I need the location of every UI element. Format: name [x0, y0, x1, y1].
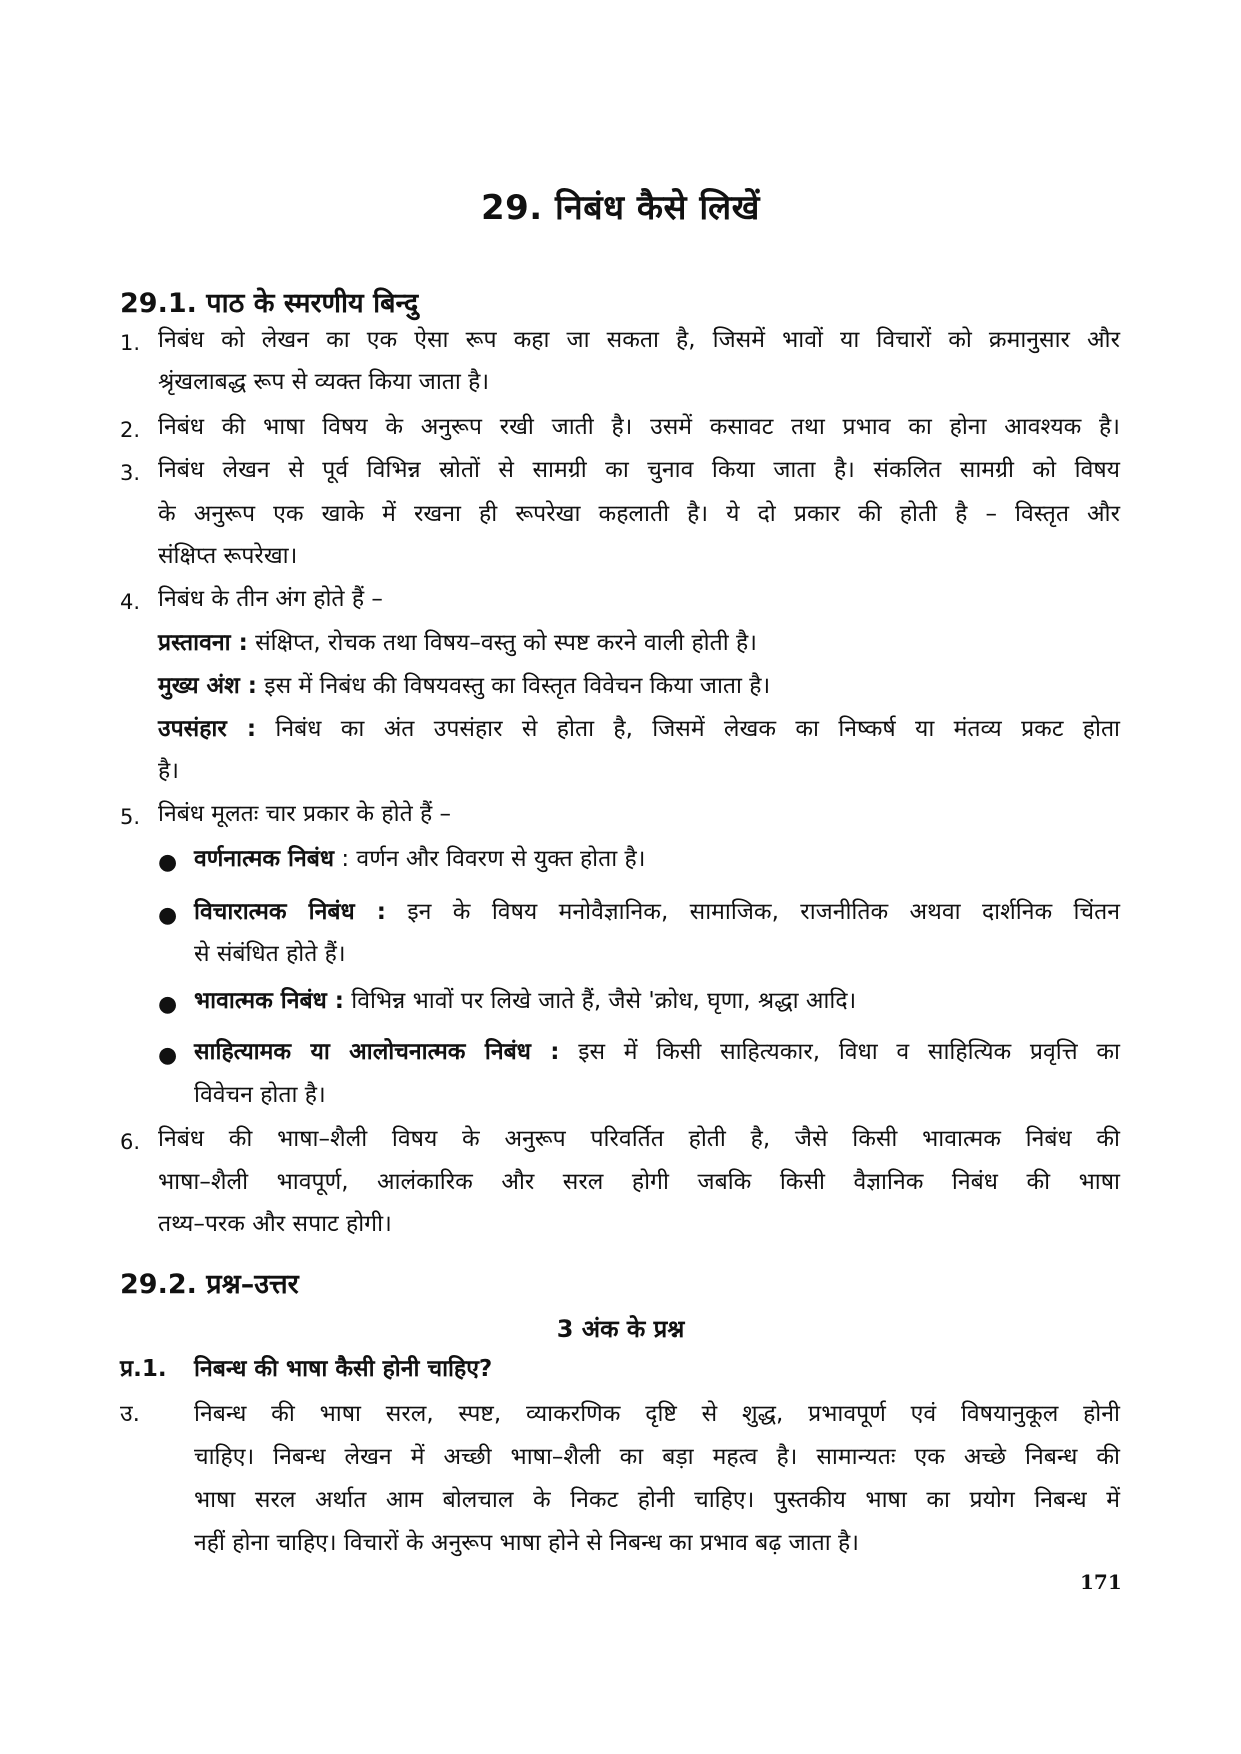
bullet-icon: ● — [158, 1043, 178, 1068]
answer-line-4: नहीं होना चाहिए। विचारों के अनुरूप भाषा होने से निबन्ध का प्रभाव बढ़ जाता है। — [194, 1530, 859, 1556]
point-3-line-1: निबंध लेखन से पूर्व विभिन्न स्रोतों से सामग्री का चुनाव किया जाता है। संकलित सामग्री को विषय — [158, 457, 1120, 483]
point-4-intro: निबंध के तीन अंग होते हैं – — [158, 586, 383, 612]
page-number: 171 — [1080, 1570, 1122, 1594]
bullet-varnanatmak: वर्णनात्मक निबंध : वर्णन और विवरण से युक्त होता है। — [194, 846, 646, 872]
point-6-line-3: तथ्य–परक और सपाट होगी। — [158, 1211, 392, 1237]
point-number-5: 5. — [120, 805, 141, 829]
bullet-sahityamak-line-2: विवेचन होता है। — [194, 1082, 326, 1108]
point-2-line-1: निबंध की भाषा विषय के अनुरूप रखी जाती है। उसमें कसावट तथा प्रभाव का होना आवश्यक है। — [158, 414, 1120, 440]
point-1-line-1: निबंध को लेखन का एक ऐसा रूप कहा जा सकता है, जिसमें भावों या विचारों को क्रमानुसार और — [158, 327, 1120, 353]
question-text: निबन्ध की भाषा कैसी होनी चाहिए? — [194, 1356, 493, 1382]
point-1-line-2: श्रृंखलाबद्ध रूप से व्यक्त किया जाता है। — [158, 369, 490, 395]
question-label: प्र.1. — [120, 1356, 167, 1382]
point-6-line-2: भाषा–शैली भावपूर्ण, आलंकारिक और सरल होगी जबकि किसी वैज्ञानिक निबंध की भाषा — [158, 1169, 1120, 1195]
point-number-4: 4. — [120, 590, 141, 614]
answer-line-3: भाषा सरल अर्थात आम बोलचाल के निकट होनी चाहिए। पुस्तकीय भाषा का प्रयोग निबन्ध में — [194, 1487, 1120, 1513]
bullet-sahityamak: साहित्यामक या आलोचनात्मक निबंध : इस में किसी साहित्यकार, विधा व साहित्यिक प्रवृत्ति का — [194, 1039, 1120, 1065]
point-number-6: 6. — [120, 1130, 141, 1154]
section-heading-29-2: 29.2. प्रश्न–उत्तर — [120, 1269, 299, 1300]
point-4-upsanhar: उपसंहार : निबंध का अंत उपसंहार से होता है, जिसमें लेखक का निष्कर्ष या मंतव्य प्रकट होता — [158, 716, 1121, 742]
section-heading-29-1: 29.1. पाठ के स्मरणीय बिन्दु — [120, 288, 419, 319]
term-upsanhar: उपसंहार : — [158, 716, 257, 742]
bullet-vicharatmak-line-2: से संबंधित होते हैं। — [194, 941, 346, 967]
term-prastavana: प्रस्तावना : — [158, 630, 248, 656]
bullet-bhavatmak: भावात्मक निबंध : विभिन्न भावों पर लिखे जाते हैं, जैसे 'क्रोध, घृणा, श्रद्धा आदि। — [194, 988, 857, 1014]
chapter-title: 29. निबंध कैसे लिखें — [480, 188, 760, 228]
answer-line-1: निबन्ध की भाषा सरल, स्पष्ट, व्याकरणिक दृष्टि से शुद्ध, प्रभावपूर्ण एवं विषयानुकूल होनी — [194, 1401, 1120, 1427]
bullet-icon: ● — [158, 903, 178, 928]
marks-subheading: 3 अंक के प्रश्न — [556, 1315, 685, 1343]
point-4-prastavana: प्रस्तावना : संक्षिप्त, रोचक तथा विषय–वस्तु को स्पष्ट करने वाली होती है। — [158, 630, 757, 656]
point-number-3: 3. — [120, 461, 141, 485]
point-3-line-3: संक्षिप्त रूपरेखा। — [158, 543, 298, 569]
bullet-vicharatmak: विचारात्मक निबंध : इन के विषय मनोवैज्ञानिक, सामाजिक, राजनीतिक अथवा दार्शनिक चिंतन — [194, 899, 1120, 925]
point-4-upsanhar-line-2: है। — [158, 758, 179, 784]
point-5-intro: निबंध मूलतः चार प्रकार के होते हैं – — [158, 801, 452, 827]
point-6-line-1: निबंध की भाषा–शैली विषय के अनुरूप परिवर्तित होती है, जैसे किसी भावात्मक निबंध की — [158, 1126, 1120, 1152]
point-4-mukhya-ansh: मुख्य अंश : इस में निबंध की विषयवस्तु का विस्तृत विवेचन किया जाता है। — [158, 673, 771, 699]
bullet-icon: ● — [158, 992, 178, 1017]
point-number-1: 1. — [120, 331, 141, 355]
point-number-2: 2. — [120, 418, 141, 442]
term-mukhya-ansh: मुख्य अंश : — [158, 673, 257, 699]
answer-label: उ. — [120, 1401, 140, 1427]
point-3-line-2: के अनुरूप एक खाके में रखना ही रूपरेखा कहलाती है। ये दो प्रकार की होती है – विस्तृत और — [158, 501, 1120, 527]
bullet-icon: ● — [158, 850, 178, 875]
answer-line-2: चाहिए। निबन्ध लेखन में अच्छी भाषा–शैली का बड़ा महत्व है। सामान्यतः एक अच्छे निबन्ध की — [194, 1444, 1120, 1470]
